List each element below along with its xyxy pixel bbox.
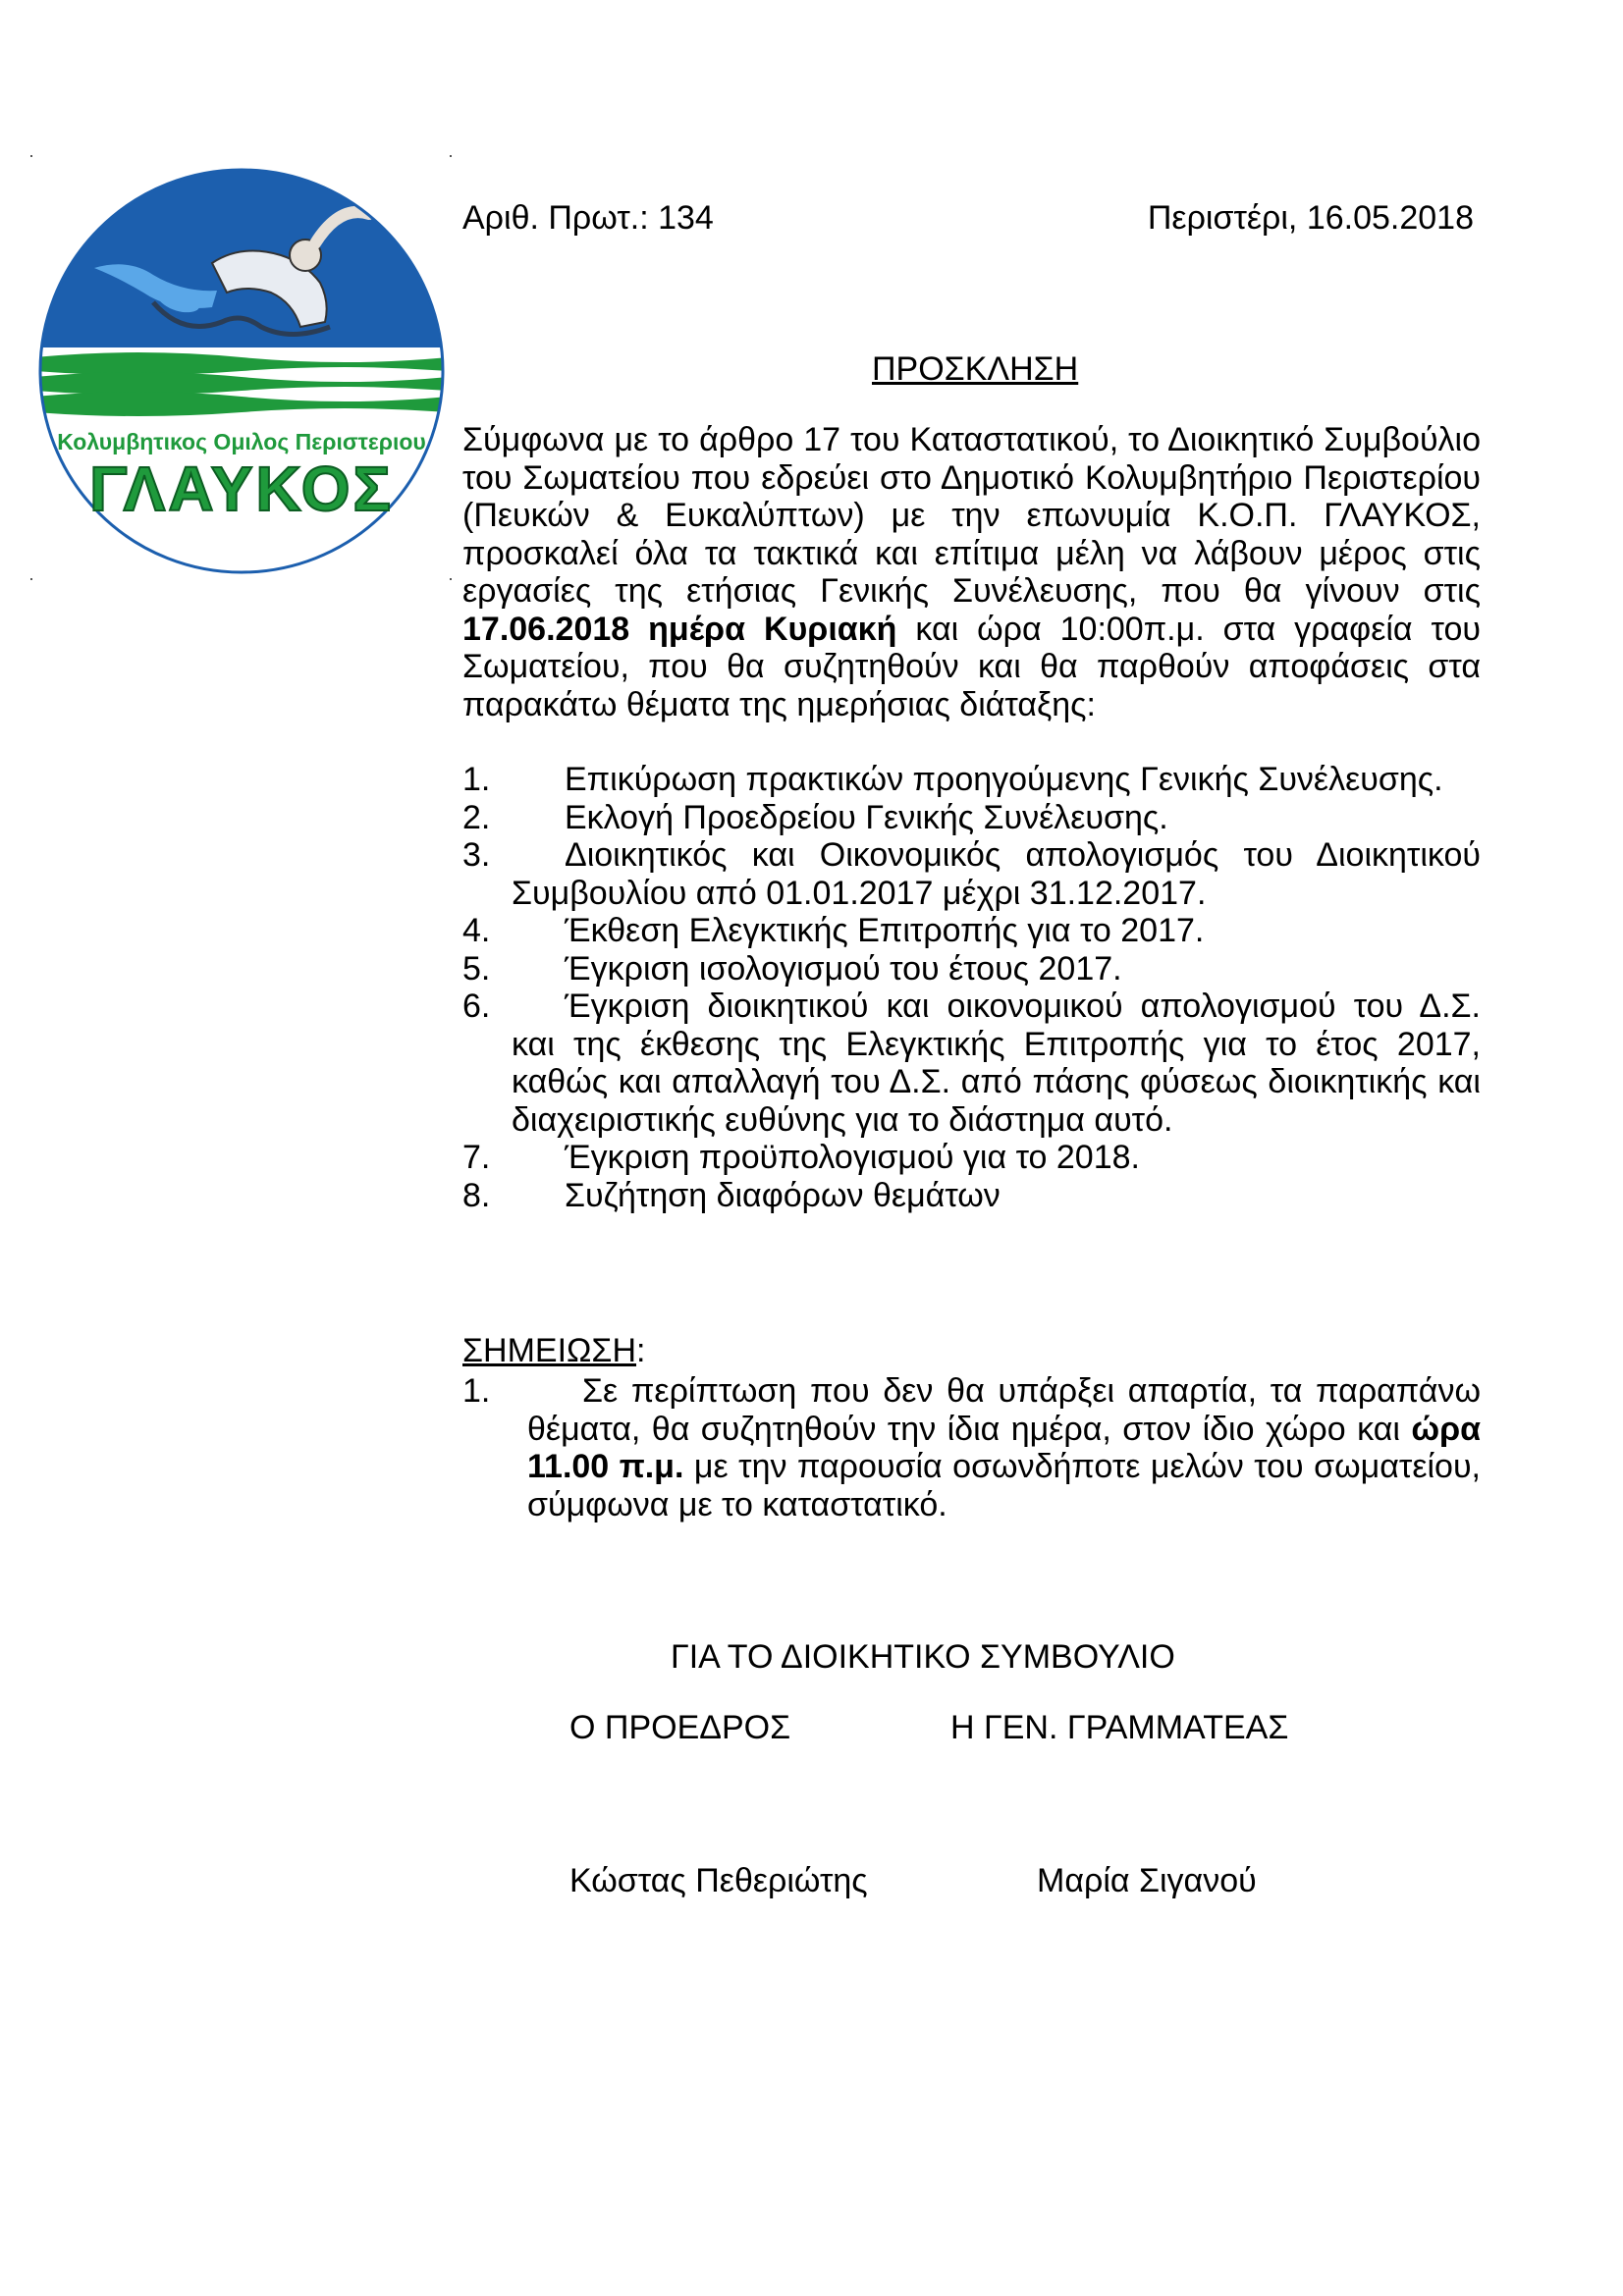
note-text-a: Σε περίπτωση που δεν θα υπάρξει απαρτία, τα παραπάνω θέματα, θα συζητηθούν την ίδια ημέρα, στον ίδιο χώρο και [527, 1372, 1481, 1448]
agenda-number: 1. [462, 761, 491, 798]
scan-dot [30, 578, 32, 580]
secretary-title: Η ΓΕΝ. ΓΡΑΜΜΑΤΕΑΣ [950, 1709, 1289, 1746]
agenda-text: Έκθεση Ελεγκτικής Επιτροπής για το 2017. [565, 912, 1205, 949]
note-bold-time: ώρα 11.00 π.μ. [527, 1410, 1481, 1485]
logo-club-name: ΓΛΑΥΚΟΣ [89, 454, 394, 524]
note-number: 1. [462, 1372, 491, 1410]
note-text-b: με την παρουσία οσωνδήποτε μελών του σωματείου, σύμφωνα με το καταστατικό. [527, 1448, 1481, 1523]
agenda-number: 2. [462, 798, 491, 836]
intro-line-date [462, 611, 1481, 649]
note-heading: ΣΗΜΕΙΩΣΗ [462, 1332, 637, 1369]
agenda-text: Επικύρωση πρακτικών προηγούμενης Γενικής Συνέλευσης. [565, 761, 1443, 798]
intro-line: Σύμφωνα με το άρθρο 17 του Καταστατικού, το Διοικητικό Συμβούλιο [462, 421, 1481, 458]
scan-dot [450, 155, 452, 157]
intro-line: του Σωματείου που εδρεύει στο Δημοτικό Κολυμβητήριο Περιστερίου [462, 458, 1481, 497]
intro-line: προσκαλεί όλα τα τακτικά και επίτιμα μέλη να λάβουν μέρος στις [462, 534, 1481, 572]
agenda-text: Εκλογή Προεδρείου Γενικής Συνέλευσης. [565, 798, 1168, 836]
note-heading-line [462, 1331, 645, 1370]
agenda-item [462, 912, 1481, 950]
scan-dot [450, 578, 452, 580]
place-date: Περιστέρι, 16.05.2018 [1147, 199, 1474, 237]
intro-line: Σωματείου, που θα συζητηθούν και θα παρθούν αποφάσεις στα [462, 648, 1481, 685]
agenda-number: 5. [462, 949, 491, 988]
agenda-text: Έγκριση προϋπολογισμού για το 2018. [565, 1139, 1140, 1176]
meeting-time: και ώρα 10:00π.μ. στα γραφεία του [896, 610, 1482, 648]
agenda-number: 6. [462, 988, 491, 1025]
agenda-text: Έγκριση διοικητικού και οικονομικού απολογισμού του Δ.Σ. και της έκθεσης της Ελεγκτικής Επιτροπής για το έτος 2017, καθώς και απαλλαγή του Δ.Σ. από πάσης φύσεως διοικητικής και διαχειριστικής ευθύνης για το διάστημα αυτό. [512, 988, 1481, 1139]
protocol-number: Αριθ. Πρωτ.: 134 [462, 199, 714, 237]
agenda-text: Διοικητικός και Οικονομικός απολογισμός του Διοικητικού Συμβουλίου από 01.01.2017 μέχρι 31.12.2017. [512, 836, 1481, 912]
meeting-date: 17.06.2018 ημέρα Κυριακή [462, 610, 897, 648]
logo-top-text: Κολυμβητικος Ομιλος Περιστεριου [57, 429, 426, 454]
note-colon: : [636, 1332, 646, 1369]
agenda-number: 8. [462, 1176, 491, 1214]
scan-dot [30, 155, 32, 157]
agenda-item [462, 836, 1481, 912]
agenda-item [462, 950, 1481, 988]
agenda-list [462, 761, 1481, 1214]
president-title: Ο ΠΡΟΕΔΡΟΣ [569, 1709, 791, 1746]
agenda-number: 7. [462, 1139, 491, 1176]
agenda-item [462, 988, 1481, 1139]
secretary-name: Μαρία Σιγανού [1037, 1862, 1257, 1899]
agenda-text: Συζήτηση διαφόρων θεμάτων [565, 1176, 1001, 1214]
agenda-item [462, 799, 1481, 837]
agenda-number: 4. [462, 912, 491, 949]
intro-line: παρακάτω θέματα της ημερήσιας διάταξης: [462, 685, 1096, 723]
intro-line: εργασίες της ετήσιας Γενικής Συνέλευσης, που θα γίνουν στις [462, 572, 1481, 610]
note-item [462, 1372, 1481, 1523]
agenda-number: 3. [462, 836, 491, 874]
agenda-item [462, 1177, 1481, 1215]
agenda-item [462, 761, 1481, 799]
note-text [462, 1372, 1481, 1523]
president-name: Κώστας Πεθεριώτης [569, 1862, 868, 1899]
intro-paragraph [462, 421, 1481, 723]
page-title: ΠΡΟΣΚΛΗΣΗ [872, 350, 1079, 388]
intro-line: (Πευκών & Ευκαλύπτων) με την επωνυμία Κ.Ο.Π. ΓΛΑΥΚΟΣ, [462, 497, 1481, 534]
club-logo [35, 165, 448, 577]
agenda-text: Έγκριση ισολογισμού του έτους 2017. [565, 949, 1122, 988]
agenda-item [462, 1139, 1481, 1177]
board-signature-heading: ΓΙΑ ΤΟ ΔΙΟΙΚΗΤΙΚΟ ΣΥΜΒΟΥΛΙΟ [671, 1638, 1175, 1676]
